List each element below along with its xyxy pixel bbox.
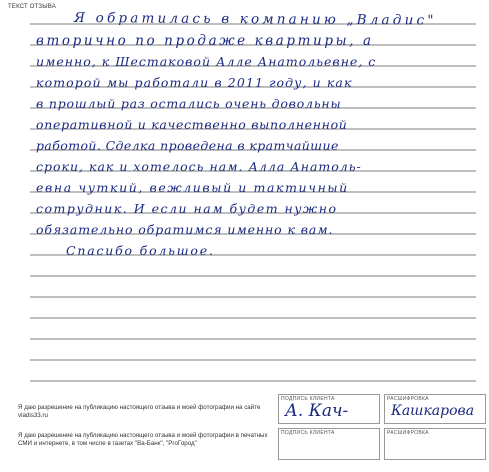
review-line: именно, к Шестаковой Алле Анатольевне, с [36,54,377,69]
decoding-box-2[interactable] [384,428,486,460]
client-signature: А. Кач- [285,401,349,421]
client-signature-box-2[interactable] [278,428,380,460]
client-signature-box-1[interactable] [278,394,380,424]
review-line: Спасибо большое. [66,243,215,258]
client-name-decoding: Кашкарова [391,403,475,419]
client-signature-label: ПОДПИСЬ КЛИЕНТА [281,396,335,402]
form-title: ТЕКСТ ОТЗЫВА [8,4,56,10]
review-line: в прошлый раз остались очень довольны [36,96,342,111]
client-signature-label: ПОДПИСЬ КЛИЕНТА [281,430,335,436]
review-line: оперативной и качественно выполненной [36,117,348,132]
decoding-label: РАСШИФРОВКА [387,396,429,402]
consent-site-text: Я даю разрешение на публикацию настоящего отзыва и моей фотографии на сайте vladis33.ru [18,404,261,419]
review-line: которой мы работали в 2011 году, и как [36,75,353,90]
review-line: работой. Сделка проведена в кратчайшие [36,138,339,153]
review-line: сотрудник. И если нам будет нужно [36,201,338,216]
review-line: сроки, как и хотелось нам. Алла Анатоль- [36,159,362,174]
review-line: вторично по продаже квартиры, а [36,33,374,49]
consent-press-text: Я даю разрешение на публикацию настоящего отзыва и моей фотографии в печатных СМИ и интернете, в том числе в газетах "Ва-Банк", "РгоГород" [18,432,268,447]
review-line: евна чуткий, вежливый и тактичный [36,180,349,195]
consent-footer [0,392,489,472]
decoding-box-1[interactable] [384,394,486,424]
review-line: обязательно обратимся именно к вам. [36,222,334,237]
review-line: Я обратилась в компанию „Владис" [74,10,437,29]
decoding-label: РАСШИФРОВКА [387,430,429,436]
